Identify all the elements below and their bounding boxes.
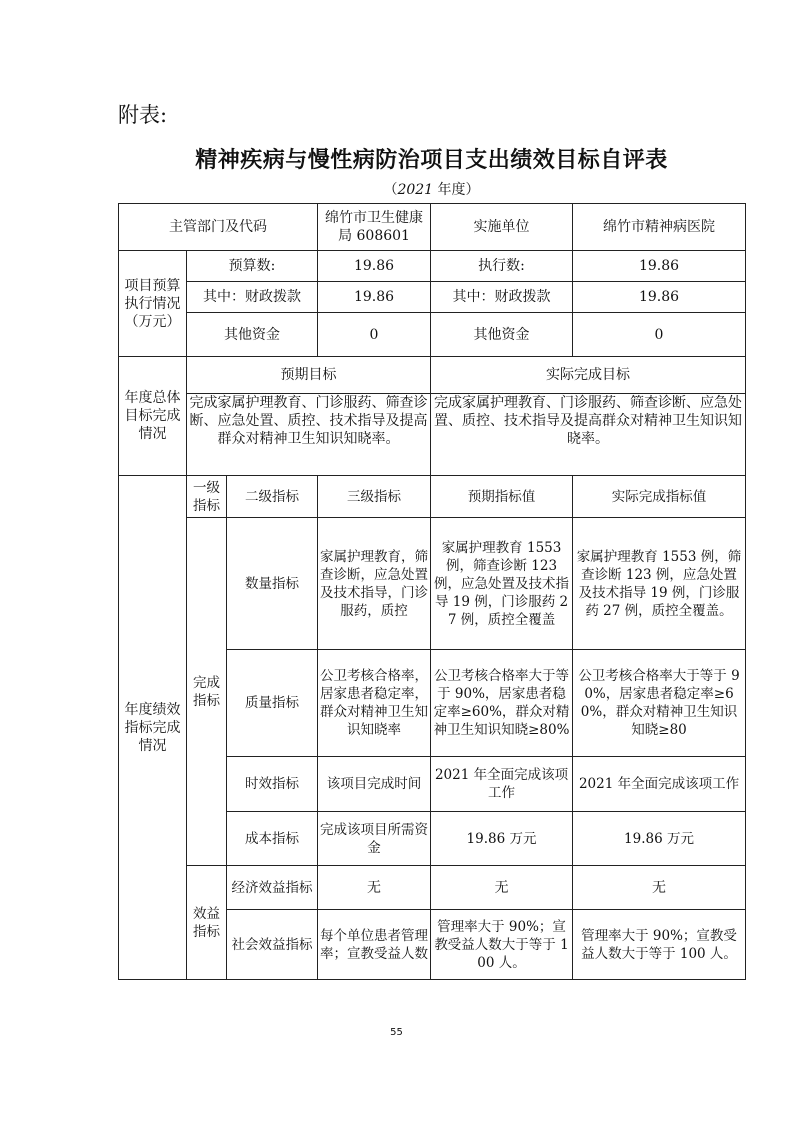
indicators-section-label: 年度绩效指标完成情况 bbox=[119, 476, 187, 980]
row-actual: 无 bbox=[573, 866, 746, 910]
row-expected: 公卫考核合格率大于等于 90%，居家患者稳定率≥60%，群众对精神卫生知识知晓≥80% bbox=[431, 650, 573, 757]
table-row bbox=[119, 394, 746, 476]
row-level3: 该项目完成时间 bbox=[318, 757, 431, 812]
row-level2: 经济效益指标 bbox=[227, 866, 318, 910]
year-number: 2021 bbox=[397, 182, 434, 198]
fiscal-exec: 19.86 bbox=[573, 282, 746, 313]
overall-section-label: 年度总体目标完成情况 bbox=[119, 357, 187, 476]
appendix-label: 附表: bbox=[118, 103, 168, 127]
impl-value: 绵竹市精神病医院 bbox=[573, 204, 746, 251]
fiscal-label: 其中：财政拨款 bbox=[187, 282, 318, 313]
table-row bbox=[119, 518, 746, 650]
year-close: 年度） bbox=[433, 182, 480, 198]
actual-header: 实际完成目标 bbox=[431, 357, 746, 394]
exec-label: 执行数: bbox=[431, 251, 573, 282]
row-expected: 家属护理教育 1553 例，筛查诊断 123 例，应急处置及技术指导 19 例，门诊服药 27 例，质控全覆盖 bbox=[431, 518, 573, 650]
dept-value: 绵竹市卫生健康局 608601 bbox=[318, 204, 431, 251]
row-level3: 完成该项目所需资金 bbox=[318, 812, 431, 866]
table-row bbox=[119, 866, 746, 910]
row-level3: 无 bbox=[318, 866, 431, 910]
row-expected: 2021 年全面完成该项工作 bbox=[431, 757, 573, 812]
year-open: （ bbox=[383, 182, 398, 198]
group-completion: 完成指标 bbox=[187, 518, 227, 866]
row-level3: 家属护理教育，筛查诊断，应急处置及技术指导，门诊服药，质控 bbox=[318, 518, 431, 650]
row-expected: 管理率大于 90%；宣教受益人数大于等于 100 人。 bbox=[431, 910, 573, 980]
fiscal-budget: 19.86 bbox=[318, 282, 431, 313]
self-evaluation-table bbox=[118, 203, 746, 980]
row-actual: 2021 年全面完成该项工作 bbox=[573, 757, 746, 812]
table-row bbox=[119, 251, 746, 282]
dept-label: 主管部门及代码 bbox=[119, 204, 318, 251]
header-level1: 一级指标 bbox=[187, 476, 227, 518]
header-level3: 三级指标 bbox=[318, 476, 431, 518]
budget-section-label: 项目预算执行情况（万元） bbox=[119, 251, 187, 357]
row-actual: 家属护理教育 1553 例，筛查诊断 123 例，应急处置及技术指导 19 例，门诊服药 27 例，质控全覆盖。 bbox=[573, 518, 746, 650]
other-label: 其他资金 bbox=[187, 313, 318, 357]
table-row bbox=[119, 204, 746, 251]
other-exec: 0 bbox=[573, 313, 746, 357]
row-actual: 公卫考核合格率大于等于 90%，居家患者稳定率≥60%，群众对精神卫生知识知晓≥80 bbox=[573, 650, 746, 757]
group-benefit: 效益指标 bbox=[187, 866, 227, 980]
row-level3: 公卫考核合格率，居家患者稳定率，群众对精神卫生知识知晓率 bbox=[318, 650, 431, 757]
row-expected: 无 bbox=[431, 866, 573, 910]
row-level2: 社会效益指标 bbox=[227, 910, 318, 980]
row-level2: 时效指标 bbox=[227, 757, 318, 812]
table-row bbox=[119, 313, 746, 357]
table-row bbox=[119, 357, 746, 394]
table-row bbox=[119, 282, 746, 313]
actual-text: 完成家属护理教育、门诊服药、筛查诊断、应急处置、质控、技术指导及提高群众对精神卫生知识知晓率。 bbox=[431, 394, 746, 476]
exec-value: 19.86 bbox=[573, 251, 746, 282]
row-level2: 质量指标 bbox=[227, 650, 318, 757]
row-expected: 19.86 万元 bbox=[431, 812, 573, 866]
row-level2: 数量指标 bbox=[227, 518, 318, 650]
budget-label: 预算数: bbox=[187, 251, 318, 282]
page-title: 精神疾病与慢性病防治项目支出绩效目标自评表 bbox=[195, 147, 668, 173]
impl-label: 实施单位 bbox=[431, 204, 573, 251]
row-actual: 19.86 万元 bbox=[573, 812, 746, 866]
year-line bbox=[118, 180, 745, 200]
fiscal-label-2: 其中：财政拨款 bbox=[431, 282, 573, 313]
expected-text: 完成家属护理教育、门诊服药、筛查诊断、应急处置、质控、技术指导及提高群众对精神卫生知识知晓率。 bbox=[187, 394, 431, 476]
table-row bbox=[119, 476, 746, 518]
row-actual: 管理率大于 90%；宣教受益人数大于等于 100 人。 bbox=[573, 910, 746, 980]
row-level2: 成本指标 bbox=[227, 812, 318, 866]
page-number: 55 bbox=[390, 1027, 403, 1038]
expected-header: 预期目标 bbox=[187, 357, 431, 394]
header-actual: 实际完成指标值 bbox=[573, 476, 746, 518]
other-label-2: 其他资金 bbox=[431, 313, 573, 357]
other-budget: 0 bbox=[318, 313, 431, 357]
header-level2: 二级指标 bbox=[227, 476, 318, 518]
row-level3: 每个单位患者管理率；宣教受益人数 bbox=[318, 910, 431, 980]
header-expected: 预期指标值 bbox=[431, 476, 573, 518]
budget-value: 19.86 bbox=[318, 251, 431, 282]
